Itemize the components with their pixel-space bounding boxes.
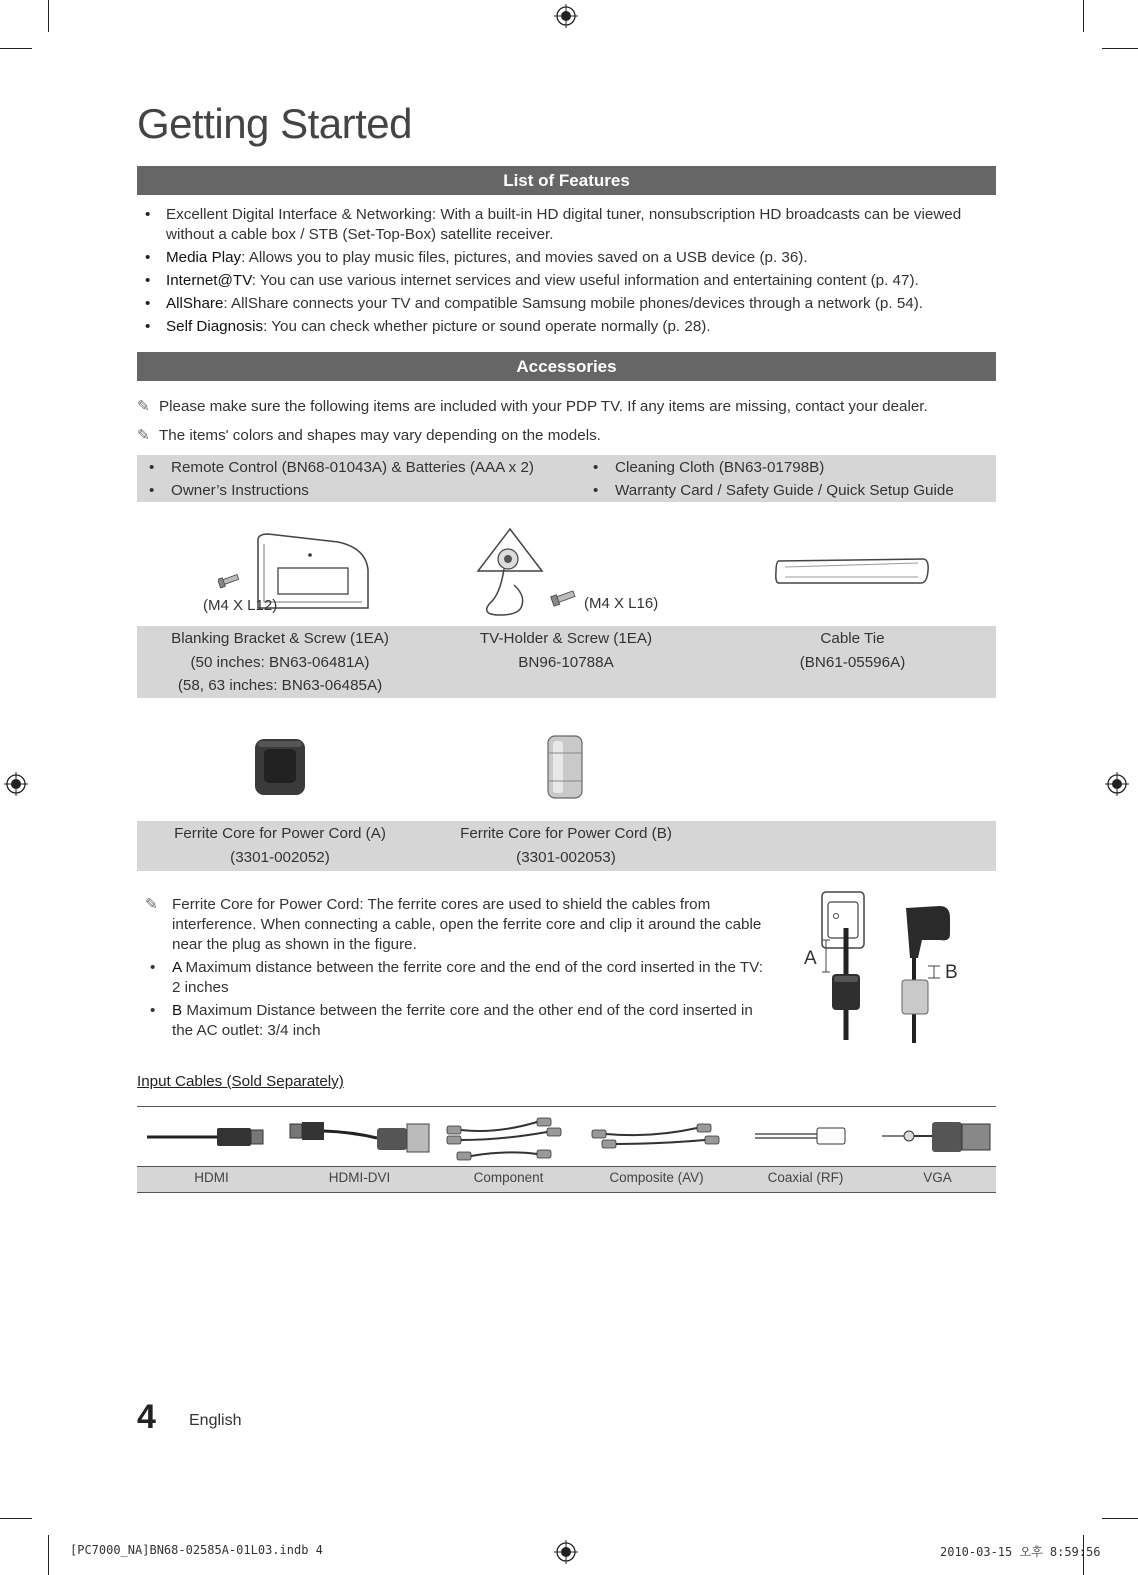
page-number: 4: [137, 1398, 156, 1436]
note-pencil-icon: ✎: [145, 896, 158, 913]
cable-label-composite: Composite (AV): [609, 1170, 704, 1185]
cable-label-component: Component: [473, 1170, 544, 1185]
screw-label: (M4 X L12): [203, 597, 278, 614]
crop-mark: [0, 48, 32, 49]
crop-mark: [48, 1535, 49, 1575]
tv-holder-image: [470, 525, 585, 620]
ferrite-a-item: • A Maximum distance between the ferrite core and the end of the cord inserted in the TV: 2 inches: [145, 958, 765, 998]
crop-mark: [1102, 1518, 1138, 1519]
feature-item: • Excellent Digital Interface & Networking: With a built-in HD digital tuner, nonsubscription HD broadcasts can be viewed without a cable box / STB (Set-Top-Box) satellite receiver.: [137, 205, 996, 245]
registration-mark-icon: [554, 4, 578, 28]
crop-mark: [1083, 0, 1084, 32]
figure-label-b: B: [945, 962, 958, 983]
ferrite-note-text: ✎ Ferrite Core for Power Cord: The ferrite cores are used to shield the cables from interference. When connecting a cable, open the ferrite core and clip it around the cable near the plug as shown in the figure.: [145, 896, 762, 953]
input-cables-image: [137, 1110, 996, 1166]
cable-label-hdmi-dvi: HDMI-DVI: [328, 1170, 391, 1185]
ferrite-b-caption: Ferrite Core for Power Cord (B) (3301-002053): [460, 825, 672, 866]
feature-item: • Self Diagnosis: You can check whether picture or sound operate normally (p. 28).: [137, 317, 996, 337]
ferrite-a-caption: Ferrite Core for Power Cord (A) (3301-002052): [174, 825, 386, 866]
accessories-heading: Accessories: [137, 352, 996, 381]
feature-item: • Internet@TV: You can use various internet services and view useful information and entertaining content (p. 47).: [137, 271, 996, 291]
note-pencil-icon: ✎: [137, 398, 150, 415]
cable-label-vga: VGA: [923, 1170, 952, 1185]
divider: [137, 1106, 996, 1107]
registration-mark-icon: [4, 772, 28, 796]
input-cables-title: Input Cables (Sold Separately): [137, 1073, 344, 1090]
ferrite-note: [145, 895, 765, 1044]
features-heading: List of Features: [137, 166, 996, 195]
features-list: [137, 205, 996, 340]
cable-label-coaxial: Coaxial (RF): [767, 1170, 844, 1185]
print-date-info: 2010-03-15 오후 8:59:56: [940, 1545, 1101, 1559]
crop-mark: [1102, 48, 1138, 49]
crop-mark: [48, 0, 49, 32]
figure-label-a: A: [804, 948, 817, 969]
included-items-left: [137, 456, 534, 502]
list-item: • Owner’s Instructions: [137, 479, 534, 502]
page-title: Getting Started: [137, 100, 412, 147]
accessories-note: ✎ Please make sure the following items are included with your PDP TV. If any items are missing, contact your dealer.: [137, 398, 928, 415]
tv-holder-caption: TV-Holder & Screw (1EA) BN96-10788A: [479, 630, 653, 671]
crop-mark: [0, 1518, 32, 1519]
registration-mark-icon: [554, 1540, 578, 1564]
ferrite-core-a-image: [252, 735, 308, 797]
ferrite-b-item: • B Maximum Distance between the ferrite core and the other end of the cord inserted in the AC outlet: 3/4 inch: [145, 1001, 765, 1041]
accessories-note: ✎ The items' colors and shapes may vary depending on the models.: [137, 427, 601, 444]
list-item: • Remote Control (BN68-01043A) & Batteries (AAA x 2): [137, 456, 534, 479]
cable-label-hdmi: HDMI: [194, 1170, 229, 1185]
included-items-right: [581, 456, 954, 502]
screw-label: (M4 X L16): [584, 595, 659, 612]
cable-tie-caption: Cable Tie (BN61-05596A): [799, 630, 906, 671]
ferrite-core-b-image: [545, 733, 585, 801]
note-pencil-icon: ✎: [137, 427, 150, 444]
feature-item: • Media Play: Allows you to play music files, pictures, and movies saved on a USB device (p. 36).: [137, 248, 996, 268]
blanking-bracket-caption: Blanking Bracket & Screw (1EA) (50 inches: BN63-06481A) (58, 63 inches: BN63-06485A): [171, 630, 389, 694]
list-item: • Cleaning Cloth (BN63-01798B): [581, 456, 954, 479]
cable-tie-image: [773, 555, 931, 591]
registration-mark-icon: [1105, 772, 1129, 796]
print-file-info: [PC7000_NA]BN68-02585A-01L03.indb 4: [70, 1543, 323, 1557]
list-item: • Warranty Card / Safety Guide / Quick Setup Guide: [581, 479, 954, 502]
feature-item: • AllShare: AllShare connects your TV and compatible Samsung mobile phones/devices through a network (p. 54).: [137, 294, 996, 314]
page-language: English: [189, 1412, 242, 1429]
